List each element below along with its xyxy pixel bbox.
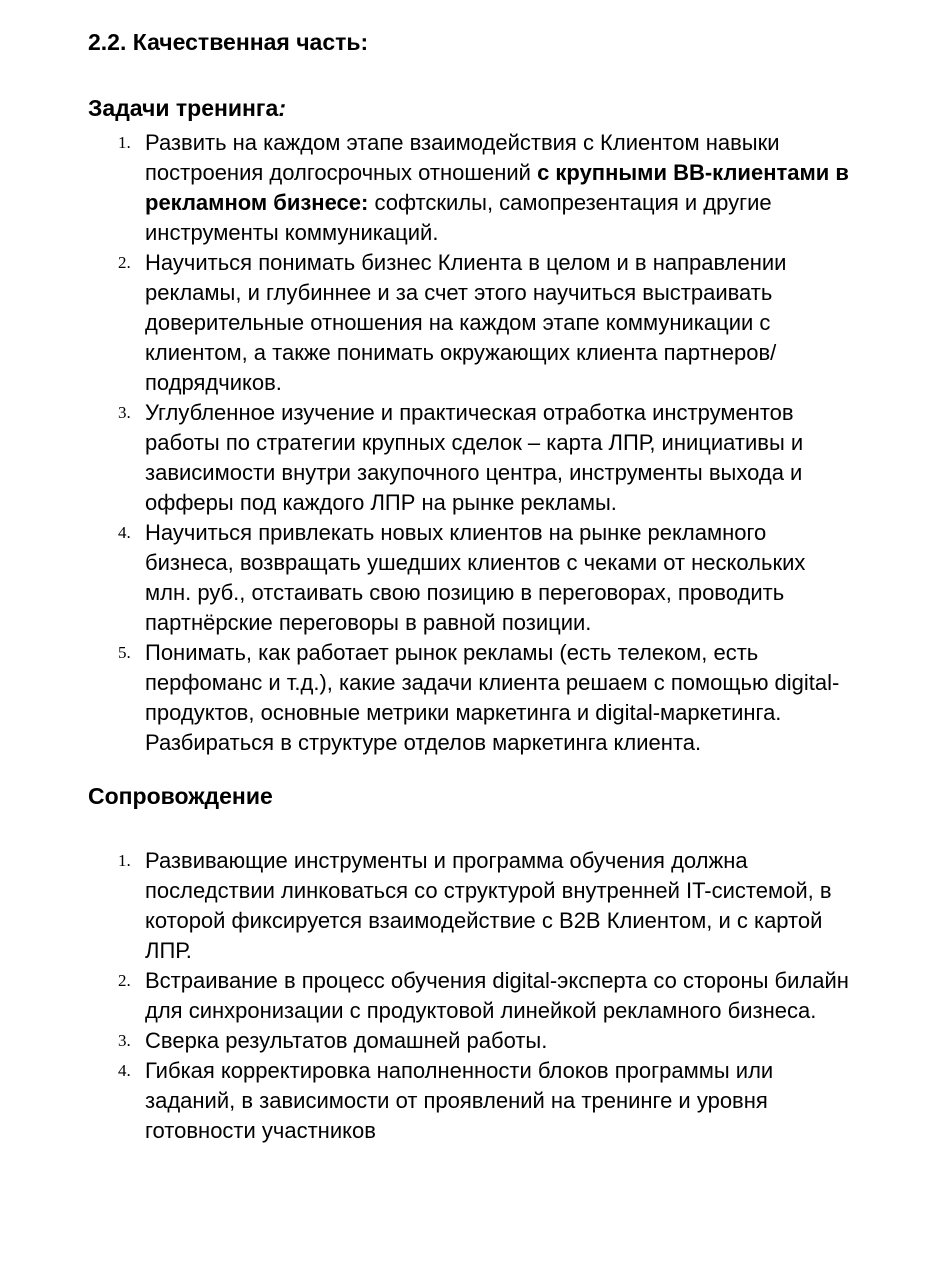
- list-number: 3.: [118, 1031, 131, 1050]
- tasks-list: [88, 128, 855, 758]
- tasks-heading-text: Задачи тренинга: [88, 95, 279, 121]
- support-heading: Сопровождение: [88, 783, 273, 809]
- list-item: [118, 638, 855, 758]
- section-title: 2.2. Качественная часть:: [88, 29, 369, 55]
- list-number: 1.: [118, 133, 131, 152]
- list-number: 4.: [118, 523, 131, 542]
- item-text: Развивающие инструменты и программа обучения должна последствии линковаться со структурой внутренней IT-системой, в которой фиксируется взаимодействие с B2B Клиентом, и с картой ЛПР.: [145, 848, 832, 963]
- list-item: [118, 966, 855, 1026]
- tasks-heading: [88, 93, 855, 123]
- list-number: 1.: [118, 851, 131, 870]
- list-number: 5.: [118, 643, 131, 662]
- list-item: [118, 1056, 855, 1146]
- list-number: 3.: [118, 403, 131, 422]
- item-text: Сверка результатов домашней работы.: [145, 1028, 548, 1053]
- item-text: Встраивание в процесс обучения digital-эксперта со стороны билайн для синхронизации с продуктовой линейкой рекламного бизнеса.: [145, 968, 849, 1023]
- list-item: [118, 1026, 855, 1056]
- item-text: Научиться понимать бизнес Клиента в целом и в направлении рекламы, и глубиннее и за счет этого научиться выстраивать доверительные отношения на каждом этапе коммуникации с клиентом, а также понимать окружающих клиента партнеров/подрядчиков.: [145, 250, 787, 395]
- list-item: [118, 128, 855, 248]
- item-text: Гибкая корректировка наполненности блоков программы или заданий, в зависимости от проявлений на тренинге и уровня готовности участников: [145, 1058, 774, 1143]
- list-item: [118, 518, 855, 638]
- item-text: Развить на каждом этапе взаимодействия с Клиентом навыки построения долгосрочных отношений: [145, 130, 780, 185]
- support-list: [88, 846, 855, 1146]
- item-text: Понимать, как работает рынок рекламы (есть телеком, есть перфоманс и т.д.), какие задачи клиента решаем с помощью digital-продуктов, основные метрики маркетинга и digital-маркетинга. Разбираться в структуре отделов маркетинга клиента.: [145, 640, 840, 755]
- list-item: [118, 248, 855, 398]
- item-text-bold: с крупными ВВ-клиентами в рекламном бизнесе:: [145, 160, 849, 215]
- list-number: 2.: [118, 253, 131, 272]
- list-number: 4.: [118, 1061, 131, 1080]
- list-item: [118, 846, 855, 966]
- tasks-heading-colon: :: [278, 95, 286, 121]
- item-text: софтскилы, самопрезентация и другие инструменты коммуникаций.: [145, 190, 772, 245]
- item-text: Научиться привлекать новых клиентов на рынке рекламного бизнеса, возвращать ушедших клиентов с чеками от нескольких млн. руб., отстаивать свою позицию в переговорах, проводить партнёрские переговоры в равной позиции.: [145, 520, 806, 635]
- list-item: [118, 398, 855, 518]
- list-number: 2.: [118, 971, 131, 990]
- item-text: Углубленное изучение и практическая отработка инструментов работы по стратегии крупных сделок – карта ЛПР, инициативы и зависимости внутри закупочного центра, инструменты выхода и офферы под каждого ЛПР на рынке рекламы.: [145, 400, 804, 515]
